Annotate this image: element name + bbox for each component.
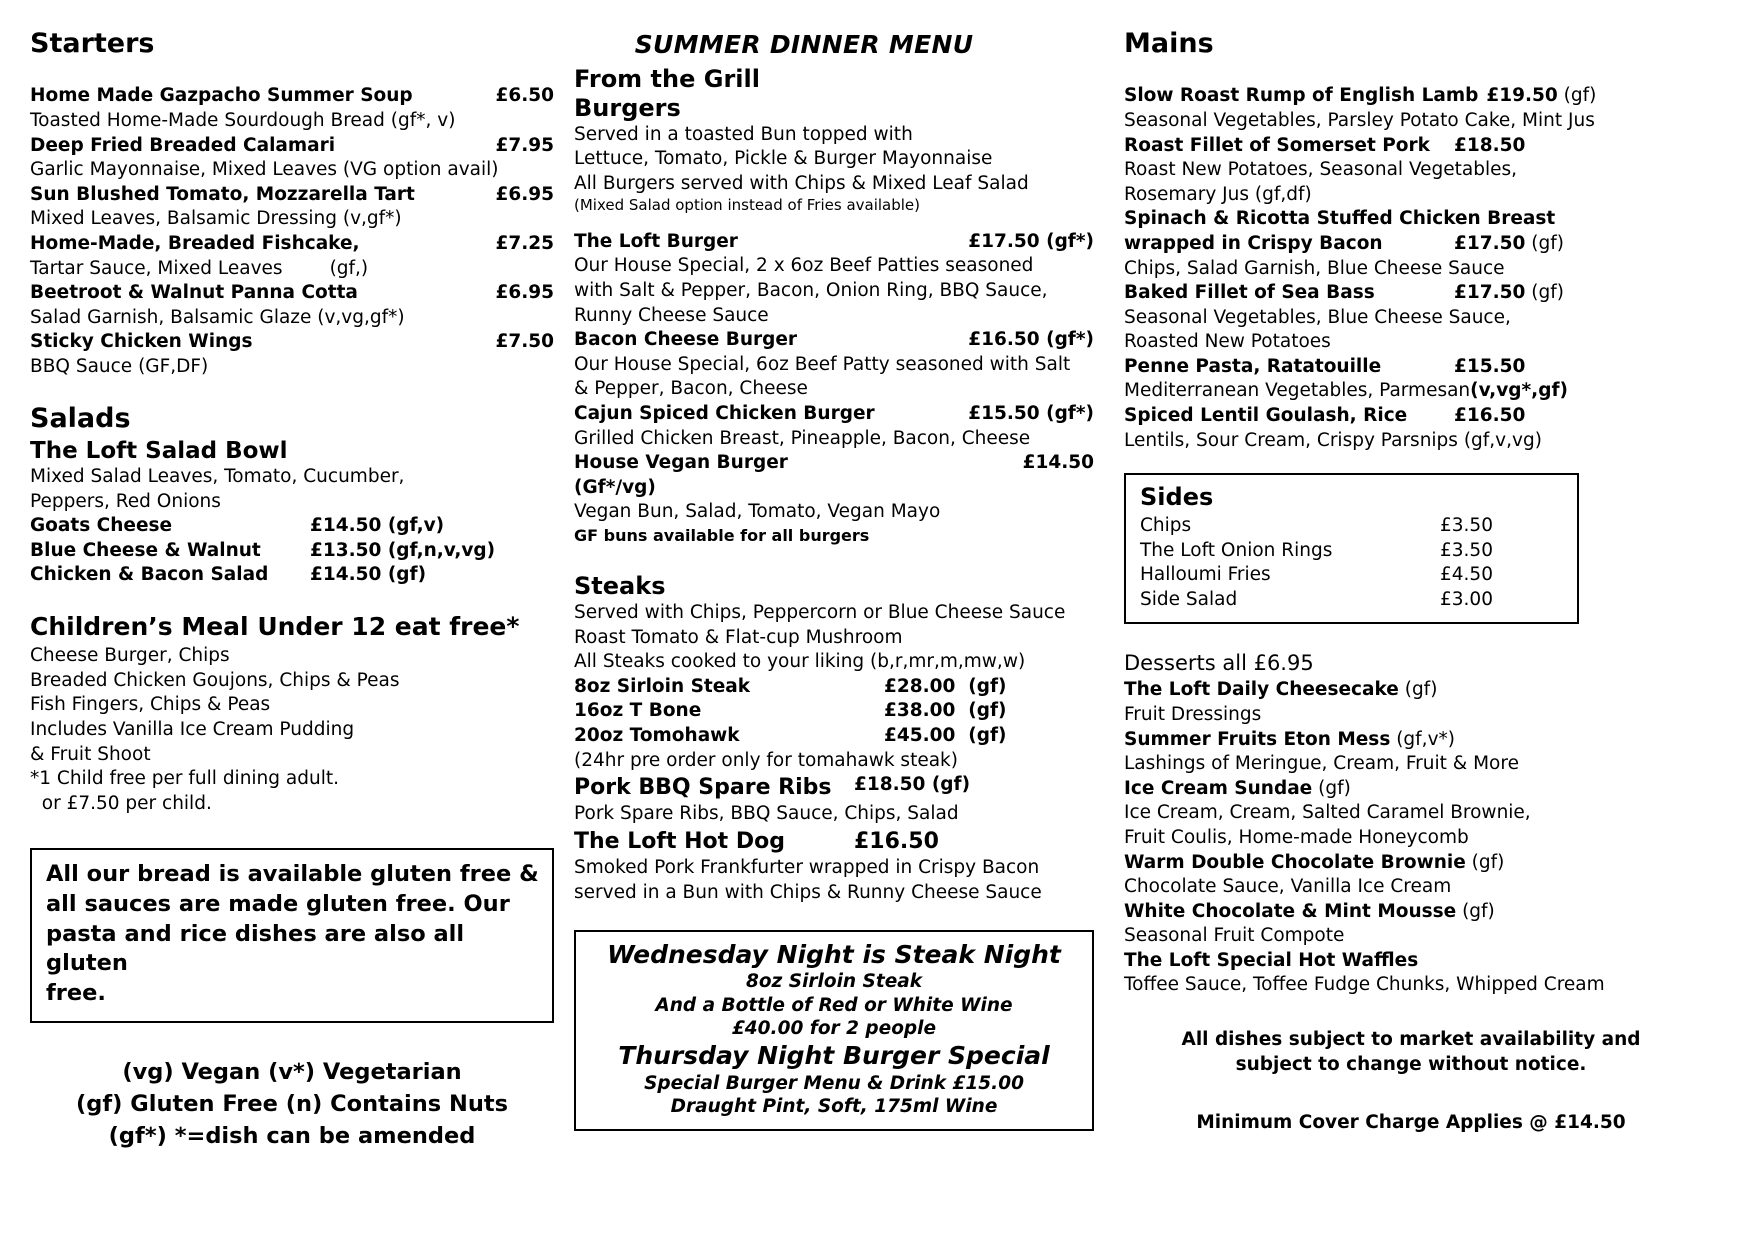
burger-name-second-line: (Gf*/vg) [574,476,656,498]
legend-line: (vg) Vegan (v*) Vegetarian [122,1058,462,1085]
tomahawk-preorder-note: (24hr pre order only for tomahawk steak) [574,749,958,771]
salad-bowl-desc-line1: Mixed Salad Leaves, Tomato, Cucumber, [30,465,405,487]
salad-price: £14.50 (gf,v) [310,515,445,537]
salad-price: £13.50 (gf,n,v,vg) [310,539,496,561]
side-item [1140,588,1563,613]
main-name-2: wrapped in Crispy Bacon [1124,232,1383,254]
gluten-free-line: All our bread is available gluten free & [46,861,539,888]
thursday-special-title: Thursday Night Burger Special [618,1041,1050,1071]
availability-notice [1124,1028,1708,1078]
dessert-desc: Lashings of Meringue, Cream, Fruit & More [1124,753,1519,775]
burgers-intro-line: Served in a toasted Bun topped with [574,123,913,145]
starters-list [30,84,554,379]
dessert-name: White Chocolate & Mint Mousse [1124,900,1457,922]
starter-price: £7.25 [495,232,554,254]
burger-name: The Loft Burger [574,230,738,252]
steak-name: 16oz T Bone [574,700,702,722]
hotdog-desc: Smoked Pork Frankfurter wrapped in Crispy Bacon [574,857,1040,879]
salad-price: £14.50 (gf) [310,564,427,586]
dessert-name: Warm Double Chocolate Brownie [1124,851,1466,873]
dessert-tag: (gf) [1398,679,1438,701]
spacer [574,216,1094,230]
steaks-intro-line: Served with Chips, Peppercorn or Blue Cheese Sauce [574,602,1066,624]
main-tag: (gf) [1525,282,1564,304]
main-name: Roast Fillet of Somerset Pork [1124,134,1430,156]
dessert-desc: Chocolate Sauce, Vanilla Ice Cream [1124,876,1452,898]
burger-desc: with Salt & Pepper, Bacon, Onion Ring, BBQ Sauce, [574,280,1048,302]
steak-item [574,699,1094,724]
starter-name: Home Made Gazpacho Summer Soup [30,85,413,107]
page-title: SUMMER DINNER MENU [634,30,974,59]
steak-price: £38.00 (gf) [884,700,1007,722]
dessert-tag: (gf,v*) [1390,728,1455,750]
dessert-name: Ice Cream Sundae [1124,777,1313,799]
cover-charge-notice: Minimum Cover Charge Applies @ £14.50 [1196,1112,1626,1133]
main-desc: Lentils, Sour Cream, Crispy Parsnips (gf,v,vg) [1124,429,1542,451]
starter-name: Beetroot & Walnut Panna Cotta [30,282,358,304]
sides-heading: Sides [1140,483,1214,512]
availability-line: All dishes subject to market availability and [1181,1029,1641,1051]
salads-heading: Salads [30,403,131,435]
wednesday-special-line: £40.00 for 2 people [731,1018,937,1040]
starter-desc: Garlic Mayonnaise, Mixed Leaves (VG option avail) [30,159,499,181]
children-note-2: or £7.50 per child. [30,792,212,814]
wednesday-special-title: Wednesday Night is Steak Night [607,939,1061,969]
starter-price: £7.95 [495,134,554,156]
side-price: £3.00 [1440,588,1493,610]
main-item [1124,134,1708,159]
children-line: Cheese Burger, Chips [30,645,230,667]
burger-item [574,402,1094,427]
spacer [574,546,1094,572]
burgers-intro-line: Lettuce, Tomato, Pickle & Burger Mayonnaise [574,148,993,170]
starter-price: £6.50 [495,85,554,107]
main-desc-tag: (v,vg*,gf) [1470,380,1568,402]
starters-heading: Starters [30,28,155,59]
main-desc: Chips, Salad Garnish, Blue Cheese Sauce [1124,257,1505,279]
hotdog-price: £16.50 [854,829,939,855]
salad-name: Blue Cheese & Walnut [30,539,261,561]
dessert-name: The Loft Special Hot Waffles [1124,949,1419,971]
dessert-item [1124,777,1708,802]
starter-name: Home-Made, Breaded Fishcake, [30,232,360,254]
sides-box [1124,473,1579,624]
burger-price: £16.50 (gf*) [968,329,1094,351]
ribs-name: Pork BBQ Spare Ribs [574,775,832,801]
dessert-name: Summer Fruits Eton Mess [1124,728,1391,750]
burger-name: Cajun Spiced Chicken Burger [574,403,875,425]
steak-price: £28.00 (gf) [884,675,1007,697]
steaks-intro-line: Roast Tomato & Flat-cup Mushroom [574,626,903,648]
legend-line: (gf) Gluten Free (n) Contains Nuts [75,1090,509,1117]
thursday-special-line: Draught Pint, Soft, 175ml Wine [670,1096,998,1118]
main-name: Spiced Lentil Goulash, Rice [1124,405,1408,427]
right-column [1104,30,1714,1133]
starter-name: Sun Blushed Tomato, Mozzarella Tart [30,183,415,205]
side-item [1140,563,1563,588]
children-line: Breaded Chicken Goujons, Chips & Peas [30,669,400,691]
burger-desc: Our House Special, 2 x 6oz Beef Patties seasoned [574,255,1034,277]
spacer [30,379,554,405]
starter-name: Sticky Chicken Wings [30,331,253,353]
main-name: Penne Pasta, Ratatouille [1124,355,1382,377]
starter-price: £7.50 [495,331,554,353]
burger-price: £17.50 (gf*) [968,230,1094,252]
main-price: £15.50 [1454,355,1526,377]
steaks-heading: Steaks [574,572,666,601]
salad-bowl-name: The Loft Salad Bowl [30,437,288,464]
burger-price: £14.50 [1022,452,1094,474]
main-desc: Roasted New Potatoes [1124,331,1331,353]
starter-item [30,134,554,159]
main-desc: Roast New Potatoes, Seasonal Vegetables, [1124,159,1518,181]
children-heading: Children’s Meal Under 12 eat free* [30,611,520,641]
steak-name: 20oz Tomohawk [574,725,740,747]
starter-desc: BBQ Sauce (GF,DF) [30,355,209,377]
burger-name: Bacon Cheese Burger [574,329,798,351]
dessert-desc: Fruit Dressings [1124,703,1262,725]
dessert-desc: Ice Cream, Cream, Salted Caramel Brownie, [1124,802,1531,824]
main-desc: Mediterranean Vegetables, Parmesan [1124,380,1471,402]
starter-item [30,232,554,257]
dessert-desc: Toffee Sauce, Toffee Fudge Chunks, Whipped Cream [1124,974,1605,996]
desserts-heading: Desserts all £6.95 [1124,651,1314,676]
steak-price: £45.00 (gf) [884,725,1007,747]
main-item [1124,404,1708,429]
left-column [24,30,564,1153]
dessert-desc: Fruit Coulis, Home-made Honeycomb [1124,826,1469,848]
steak-item [574,675,1094,700]
spacer [1124,624,1708,650]
thursday-special-line: Special Burger Menu & Drink £15.00 [644,1072,1024,1094]
burger-item [574,328,1094,353]
salad-name: Goats Cheese [30,515,173,537]
weekly-specials-box [574,930,1094,1131]
main-item-second-line [1124,232,1708,257]
main-price: £18.50 [1454,134,1526,156]
starter-price: £6.95 [495,183,554,205]
main-item [1124,207,1708,232]
side-item [1140,514,1563,539]
main-item [1124,355,1708,380]
grill-heading: From the Grill [574,65,760,93]
dessert-item [1124,851,1708,876]
main-desc: Seasonal Vegetables, Parsley Potato Cake, Mint Jus [1124,109,1595,131]
hotdog-item [574,827,1094,856]
spacer [30,588,554,614]
children-note-1: *1 Child free per full dining adult. [30,768,339,790]
dessert-tag: (gf) [1465,851,1505,873]
main-name: Slow Roast Rump of English Lamb [1124,85,1479,107]
main-tag: (gf) [1557,85,1597,107]
dessert-item [1124,678,1708,703]
burger-desc: Our House Special, 6oz Beef Patty seasoned with Salt [574,353,1071,375]
main-price: £16.50 [1454,405,1526,427]
starter-price: £6.95 [495,282,554,304]
main-price: £17.50 [1454,282,1526,304]
main-desc: Seasonal Vegetables, Blue Cheese Sauce, [1124,306,1511,328]
main-item [1124,84,1708,109]
steaks-intro-line: All Steaks cooked to your liking (b,r,mr,m,mw,w) [574,651,1026,673]
burgers-intro-note: (Mixed Salad option instead of Fries available) [574,196,921,215]
burger-desc: & Pepper, Bacon, Cheese [574,378,808,400]
side-item [1140,539,1563,564]
legend-line: (gf*) *=dish can be amended [108,1122,476,1149]
ribs-desc: Pork Spare Ribs, BBQ Sauce, Chips, Salad [574,803,959,825]
burgers-heading: Burgers [574,93,681,122]
dessert-item [1124,900,1708,925]
availability-line: subject to change without notice. [1235,1054,1587,1076]
burger-item [574,451,1094,476]
starter-item [30,183,554,208]
dessert-item [1124,949,1708,974]
side-price: £4.50 [1440,564,1493,586]
ribs-price: £18.50 (gf) [854,774,971,796]
side-name: Halloumi Fries [1140,564,1271,586]
hotdog-name: The Loft Hot Dog [574,829,785,855]
burger-name: House Vegan Burger [574,452,788,474]
burger-item [574,230,1094,255]
starter-desc: Salad Garnish, Balsamic Glaze (v,vg,gf*) [30,306,405,328]
gluten-free-line: pasta and rice dishes are also all gluten [46,920,465,977]
starter-item [30,330,554,355]
starter-desc: Tartar Sauce, Mixed Leaves (gf,) [30,257,369,279]
starter-item [30,281,554,306]
burger-desc: Grilled Chicken Breast, Pineapple, Bacon, Cheese [574,427,1031,449]
burgers-intro-line: All Burgers served with Chips & Mixed Leaf Salad [574,172,1029,194]
steak-item [574,724,1094,749]
starter-item [30,84,554,109]
salad-item [30,563,554,588]
center-column [564,30,1104,1131]
salad-name: Chicken & Bacon Salad [30,564,269,586]
burger-price: £15.50 (gf*) [968,403,1094,425]
gf-buns-note: GF buns available for all burgers [574,526,870,545]
spacer [30,816,554,842]
dessert-tag: (gf) [1312,777,1351,799]
dessert-name: The Loft Daily Cheesecake [1124,679,1399,701]
wednesday-special-line: 8oz Sirloin Steak [745,971,923,992]
dessert-item [1124,728,1708,753]
hotdog-desc: served in a Bun with Chips & Runny Cheese Sauce [574,881,1042,903]
main-item [1124,281,1708,306]
dessert-tag: (gf) [1456,900,1495,922]
steak-name: 8oz Sirloin Steak [574,675,751,697]
side-name: The Loft Onion Rings [1140,539,1333,561]
burger-desc: Runny Cheese Sauce [574,304,769,326]
side-price: £3.50 [1440,515,1493,537]
gluten-free-line: all sauces are made gluten free. Our [46,891,510,917]
starter-desc: Toasted Home-Made Sourdough Bread (gf*, v) [30,109,456,131]
dessert-desc: Seasonal Fruit Compote [1124,925,1345,947]
main-price: £19.50 [1486,85,1558,107]
salad-item [30,514,554,539]
main-name: Baked Fillet of Sea Bass [1124,282,1375,304]
ribs-item [574,773,1094,802]
salad-item [30,539,554,564]
main-desc-row [1124,379,1708,404]
children-line: & Fruit Shoot [30,743,151,765]
starter-desc: Mixed Leaves, Balsamic Dressing (v,gf*) [30,208,402,230]
gluten-free-notice-box [30,848,554,1022]
main-price: £17.50 [1454,232,1526,254]
side-price: £3.50 [1440,539,1493,561]
wednesday-special-line: And a Bottle of Red or White Wine [655,994,1013,1016]
side-name: Chips [1140,515,1192,537]
burger-desc: Vegan Bun, Salad, Tomato, Vegan Mayo [574,501,941,523]
main-name: Spinach & Ricotta Stuffed Chicken Breast [1124,208,1556,230]
starter-name: Deep Fried Breaded Calamari [30,134,336,156]
allergen-legend [30,1057,554,1153]
children-line: Fish Fingers, Chips & Peas [30,694,271,716]
main-tag: (gf) [1525,232,1564,254]
side-name: Side Salad [1140,588,1238,610]
children-line: Includes Vanilla Ice Cream Pudding [30,718,355,740]
gluten-free-line: free. [46,980,106,1007]
main-desc: Rosemary Jus (gf,df) [1124,183,1312,205]
mains-heading: Mains [1124,28,1214,59]
salad-bowl-desc-line2: Peppers, Red Onions [30,490,221,512]
